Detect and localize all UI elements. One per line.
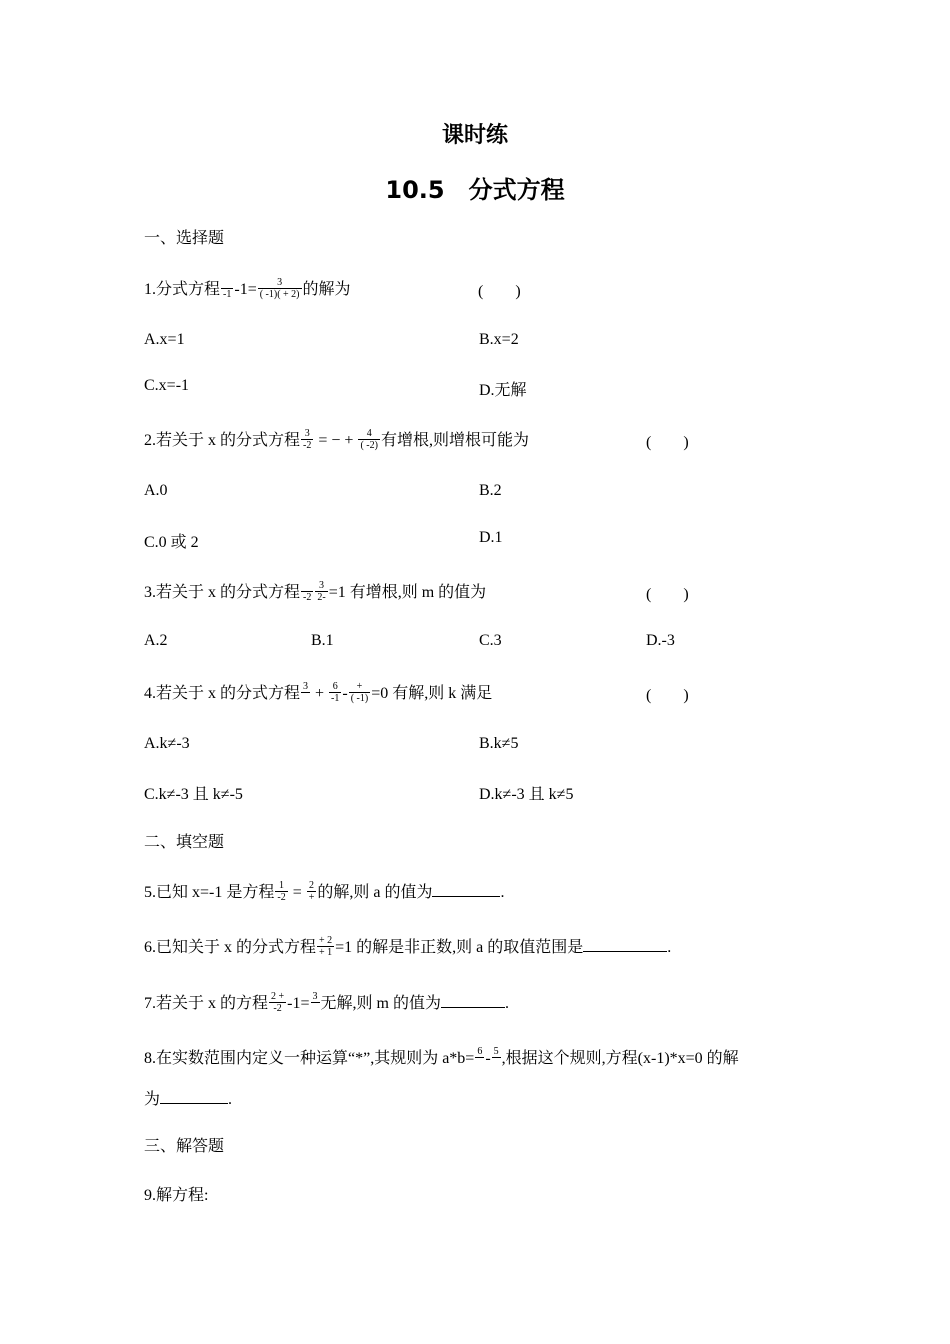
option-d: D.1 bbox=[479, 529, 503, 546]
fraction: 3 bbox=[303, 680, 309, 692]
answer-paren: ( ) bbox=[646, 687, 689, 704]
fraction: $\frac{4}{( -2)}$ bbox=[360, 427, 378, 451]
section-heading-solve: 三、解答题 bbox=[144, 1138, 225, 1155]
option-b: B.x=2 bbox=[479, 331, 519, 348]
question-8-line-2: 为 . bbox=[144, 1091, 233, 1108]
answer-blank[interactable] bbox=[160, 1089, 228, 1104]
option-d: D.k≠-3 且 k≠5 bbox=[479, 786, 574, 803]
option-a: A.k≠-3 bbox=[144, 735, 190, 752]
section-heading-fill: 二、填空题 bbox=[144, 834, 225, 851]
option-d: D.无解 bbox=[479, 382, 527, 399]
fraction: -1 bbox=[221, 277, 233, 300]
option-b: B.k≠5 bbox=[479, 735, 519, 752]
answer-blank[interactable] bbox=[583, 937, 667, 952]
fraction: $\frac{3}{-2}$ bbox=[303, 427, 312, 451]
page-title: 课时练 bbox=[441, 123, 508, 148]
fraction: $\frac{3}{2-}$ bbox=[317, 579, 326, 603]
fraction: 3 bbox=[312, 990, 318, 1002]
option-b: B.2 bbox=[479, 482, 502, 499]
page-subtitle: 10.5 分式方程 bbox=[385, 176, 565, 204]
answer-blank[interactable] bbox=[432, 882, 500, 897]
option-c: C.3 bbox=[479, 632, 502, 649]
option-c: C.x=-1 bbox=[144, 377, 190, 394]
fraction: 6 bbox=[477, 1045, 483, 1057]
fraction: -2 bbox=[301, 580, 313, 603]
question-8: 8.在实数范围内定义一种运算“*”,其规则为 a*b= 6 - 5 ,根据这个规则,方程(x-1)*x=0 的解 bbox=[144, 1045, 739, 1067]
fraction: $\frac{+}{( -1)}$ bbox=[350, 680, 369, 704]
answer-paren: ( ) bbox=[646, 586, 689, 603]
option-b: B.1 bbox=[311, 632, 334, 649]
fraction: 5 bbox=[493, 1045, 499, 1057]
question-4: 4.若关于 x 的分式方程 3 + $\frac{6}{-1}$ - $\frac{+}{( -1)}$ =0 有解,则 k 满足 bbox=[144, 680, 493, 704]
question-1: 1.分式方程 -1 -1= $\frac{3}{( -1)( + 2)}$ 的解为 bbox=[144, 276, 351, 300]
question-9: 9.解方程: bbox=[144, 1187, 209, 1204]
fraction: $\frac{2}{+}$ bbox=[308, 879, 315, 903]
question-2: 2.若关于 x 的分式方程 $\frac{3}{-2}$ = − + $\frac{4}{( -2)}$ 有增根,则增根可能为 bbox=[144, 427, 529, 451]
question-6: 6.已知关于 x 的分式方程 $\frac{+ 2}{+ 1}$ =1 的解是非正数,则 a 的取值范围是 . bbox=[144, 934, 672, 958]
question-3: 3.若关于 x 的分式方程 -2 $\frac{3}{2-}$ =1 有增根,则 m 的值为 bbox=[144, 579, 487, 603]
fraction: $\frac{+ 2}{+ 1}$ bbox=[319, 934, 333, 958]
option-c: C.k≠-3 且 k≠-5 bbox=[144, 786, 243, 803]
option-d: D.-3 bbox=[646, 632, 675, 649]
option-a: A.0 bbox=[144, 482, 168, 499]
fraction: $\frac{1}{-2}$ bbox=[277, 879, 286, 903]
question-7: 7.若关于 x 的方程 $\frac{2 +}{-2}$ -1= 3 无解,则 m 的值为 . bbox=[144, 990, 509, 1014]
option-c: C.0 或 2 bbox=[144, 534, 199, 551]
section-heading-choice: 一、选择题 bbox=[144, 230, 225, 247]
option-a: A.2 bbox=[144, 632, 168, 649]
option-a: A.x=1 bbox=[144, 331, 185, 348]
answer-paren: ( ) bbox=[478, 283, 521, 300]
answer-paren: ( ) bbox=[646, 434, 689, 451]
fraction: $\frac{3}{( -1)( + 2)}$ bbox=[259, 276, 300, 300]
fraction: $\frac{6}{-1}$ bbox=[331, 680, 340, 704]
fraction: $\frac{2 +}{-2}$ bbox=[271, 990, 285, 1014]
question-5: 5.已知 x=-1 是方程 $\frac{1}{-2}$ = $\frac{2}{+}$ 的解,则 a 的值为 . bbox=[144, 879, 505, 903]
answer-blank[interactable] bbox=[441, 993, 505, 1008]
